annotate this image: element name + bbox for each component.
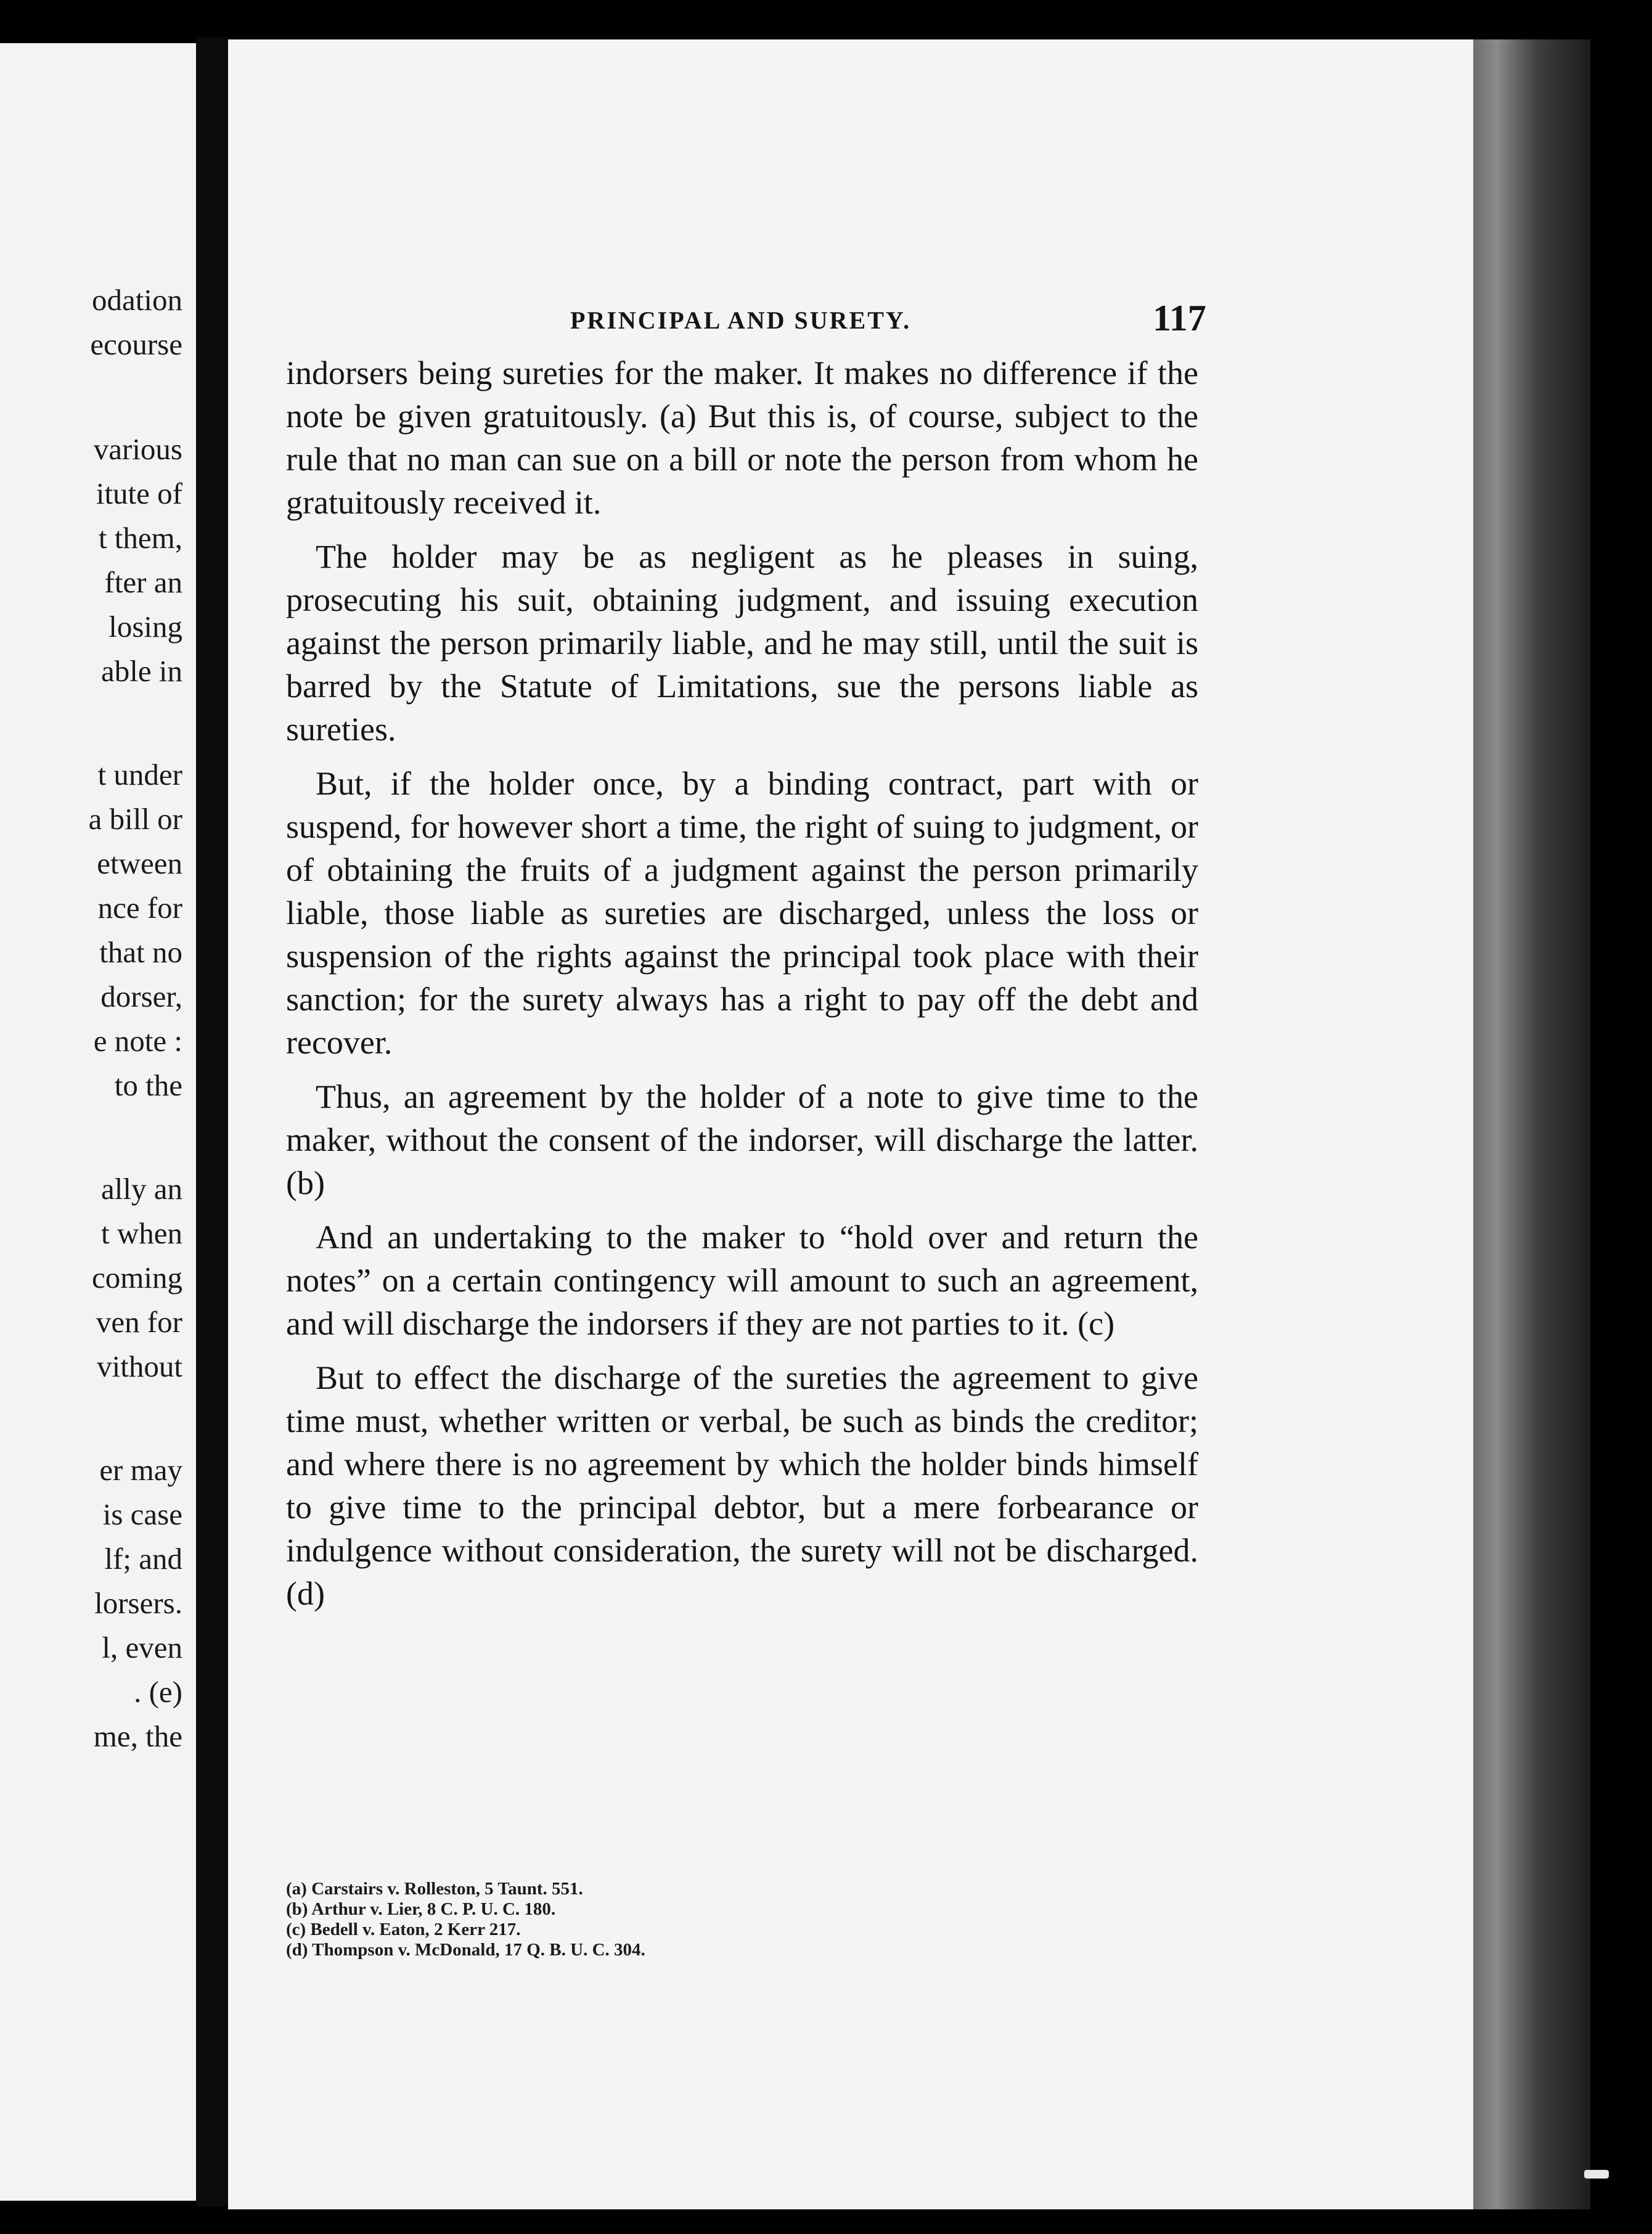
page-number: 117 (1153, 298, 1206, 338)
left-page-line: that no (99, 935, 182, 969)
left-page-line: coming (92, 1261, 182, 1295)
left-page-line: fter an (104, 565, 182, 599)
left-page-line: l, even (102, 1630, 182, 1664)
left-page-line: t them, (98, 521, 182, 555)
left-page-line: itute of (96, 477, 182, 510)
left-page-line: . (e) (134, 1675, 182, 1709)
footnotes (286, 1879, 1026, 1960)
paragraph: But, if the holder once, by a binding contract, part with or suspend, for however short a time, the right of suing to judgment, or of obtaining the fruits of a judgment against the person primarily liable, those liable as sureties are discharged, unless the loss or suspension of the rights against the principal took place with their sanction; for the surety always has a right to pay off the debt and recover. (286, 765, 1198, 1061)
body-text (286, 351, 1198, 1626)
running-head: PRINCIPAL AND SURETY. (570, 306, 912, 334)
left-page-line: me, the (93, 1719, 182, 1753)
footnote: (c) Bedell v. Eaton, 2 Kerr 217. (286, 1920, 521, 1939)
page-header (228, 298, 1473, 349)
left-page-line: e note : (93, 1024, 182, 1058)
footnote: (b) Arthur v. Lier, 8 C. P. U. C. 180. (286, 1899, 556, 1919)
paragraph: The holder may be as negligent as he pleases in suing, prosecuting his suit, obtaining judgment, and issuing execution against the person primarily liable, and he may still, until the suit is barred by the Statute of Limitations, sue the persons liable as sureties. (286, 538, 1198, 748)
left-page-line: nce for (97, 891, 182, 925)
paragraph: Thus, an agreement by the holder of a note to give time to the maker, without the consent of the indorser, will discharge the latter. (b) (286, 1078, 1198, 1201)
page-edges (1473, 39, 1590, 2209)
left-page-line: vithout (97, 1349, 182, 1383)
footnote: (a) Carstairs v. Rolleston, 5 Taunt. 551. (286, 1879, 583, 1899)
left-page-line: etween (97, 846, 182, 880)
left-page-line: t under (97, 758, 182, 792)
left-page-line: various (93, 432, 182, 466)
book-gutter (196, 37, 228, 2207)
paragraph: And an undertaking to the maker to “hold over and return the notes” on a certain contingency will amount to such an agreement, and will discharge the indorsers if they are not parties to it. (c) (286, 1219, 1198, 1342)
scan-mark (1584, 2170, 1609, 2179)
left-page-line: lorsers. (94, 1586, 182, 1620)
left-page-line: lf; and (104, 1542, 182, 1576)
left-page-line: is case (102, 1497, 182, 1531)
left-page-line: t when (101, 1216, 182, 1250)
left-page-line: ecourse (90, 327, 182, 361)
left-page-line: er may (99, 1453, 182, 1487)
left-facing-page (0, 43, 196, 2201)
left-page-line: to the (114, 1068, 182, 1102)
left-page-line: ally an (101, 1172, 182, 1206)
left-page-line: ven for (96, 1305, 182, 1339)
paragraph: indorsers being sureties for the maker. It makes no difference if the note be given gratuitously. (a) But this is, of course, subject to the rule that no man can sue on a bill or note the person from whom he gratuitously received it. (286, 354, 1198, 521)
left-page-line: a bill or (88, 802, 182, 836)
left-page-line: odation (92, 283, 182, 317)
left-page-line: able in (101, 654, 182, 688)
book-page (228, 39, 1473, 2209)
footnote: (d) Thompson v. McDonald, 17 Q. B. U. C. 304. (286, 1940, 645, 1960)
paragraph: But to effect the discharge of the sureties the agreement to give time must, whether written or verbal, be such as binds the creditor; and where there is no agreement by which the holder binds himself to give time to the principal debtor, but a mere forbearance or indulgence without consideration, the surety will not be discharged. (d) (286, 1359, 1198, 1612)
left-page-line: losing (108, 610, 182, 644)
left-page-line: dorser, (100, 980, 182, 1013)
